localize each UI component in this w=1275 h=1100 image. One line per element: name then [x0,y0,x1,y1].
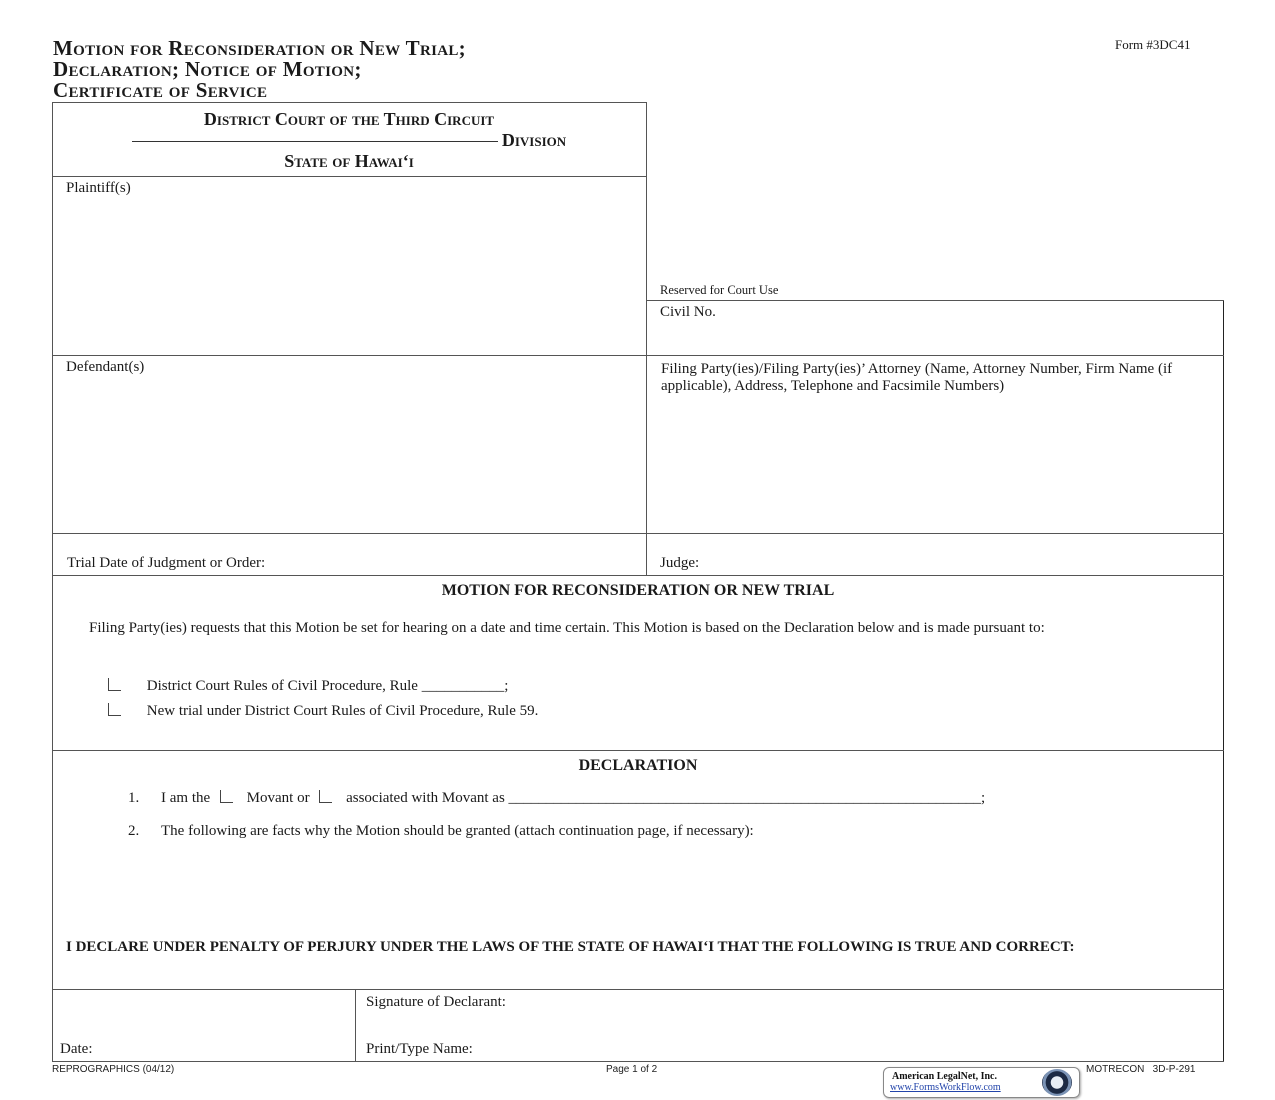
footer-page: Page 1 of 2 [606,1064,658,1075]
associated-label: associated with Movant as [346,790,505,806]
option-2-label: New trial under District Court Rules of Civil Procedure, Rule 59. [146,703,539,719]
divider [52,750,1224,751]
associated-role-field[interactable]: _______________________________________________________________; [508,790,986,806]
declaration-heading: DECLARATION [578,757,698,774]
filing-party-label: Filing Party(ies)/Filing Party(ies)’ Attorney (Name, Attorney Number, Firm Name (if applicable), Address, Telephone and Facsimile Numbers) [661,361,1173,394]
title-line-3: Certificate of Service [53,78,268,102]
division-label: Division [501,130,567,150]
facts-field[interactable] [160,845,1210,930]
footer-form-code: MOTRECON 3D-P-291 [1086,1064,1196,1075]
judge-field[interactable] [720,540,1220,574]
movant-label: Movant or [246,790,310,806]
globe-icon [1042,1069,1072,1096]
division-line [52,129,646,151]
divider [52,176,647,177]
title-line-2: Declaration; Notice of Motion; [53,57,362,81]
option-1-label: District Court Rules of Civil Procedure, Rule ___________; [146,678,509,694]
signature-divider [355,989,356,1062]
logo-company: American LegalNet, Inc. [892,1071,997,1082]
form-number: Form #3DC41 [1115,37,1191,52]
item-2-number: 2. [128,823,140,839]
defendant-field[interactable] [53,376,645,531]
item-1-prefix: I am the [161,790,211,806]
court-name: District Court of the Third Circuit [203,109,495,129]
signature-field[interactable] [560,992,1220,1022]
motion-option-2 [108,703,538,720]
date-label: Date: [60,1041,93,1057]
divider [52,355,1224,356]
border-right [1223,300,1224,1062]
date-field[interactable] [100,1030,350,1060]
civil-no-field[interactable] [740,302,1220,354]
divider [52,989,1224,990]
movant-checkbox[interactable] [220,790,233,803]
motion-heading: MOTION FOR RECONSIDERATION OR NEW TRIAL [441,582,835,599]
trial-date-label: Trial Date of Judgment or Order: [67,555,266,571]
declaration-item-1 [128,790,985,807]
item-2-text: The following are facts why the Motion should be granted (attach continuation page, if necessary): [161,823,754,839]
declaration-item-2 [128,823,754,840]
divider [52,533,1224,534]
court-header [52,103,646,171]
title-line-1: Motion for Reconsideration or New Trial; [53,36,466,60]
judge-label: Judge: [660,555,700,571]
divider [52,1061,1224,1062]
plaintiff-field[interactable] [53,196,645,354]
logo-url[interactable]: www.FormsWorkFlow.com [890,1082,1001,1093]
associated-checkbox[interactable] [319,790,332,803]
division-blank[interactable] [132,141,498,142]
divider [52,575,1224,576]
signature-label: Signature of Declarant: [366,994,506,1010]
trial-date-field[interactable] [340,540,640,574]
document-title [53,38,466,101]
plaintiff-label: Plaintiff(s) [66,180,131,196]
rule-checkbox[interactable] [108,678,121,691]
border-middle [646,102,647,576]
motion-option-1 [108,678,508,695]
civil-no-label: Civil No. [660,304,716,320]
rule-59-checkbox[interactable] [108,703,121,716]
state-name: State of Hawai‘i [284,151,414,171]
motion-body: Filing Party(ies) requests that this Motion be set for hearing on a date and time certain. This Motion is based on the Declaration below and is made pursuant to: [89,620,1045,636]
defendant-label: Defendant(s) [66,359,145,375]
perjury-statement: I DECLARE UNDER PENALTY OF PERJURY UNDER THE LAWS OF THE STATE OF HAWAI‘I THAT THE FOLLOWING IS TRUE AND CORRECT: [66,939,1075,955]
filing-party-field[interactable] [648,412,1222,532]
legalnet-logo[interactable] [883,1067,1080,1098]
divider [646,300,1224,301]
print-name-label: Print/Type Name: [366,1041,473,1057]
footer-reprographics: REPROGRAPHICS (04/12) [52,1064,175,1075]
item-1-number: 1. [128,790,140,806]
print-name-field[interactable] [515,1030,1215,1060]
reserved-label: Reserved for Court Use [660,283,779,297]
